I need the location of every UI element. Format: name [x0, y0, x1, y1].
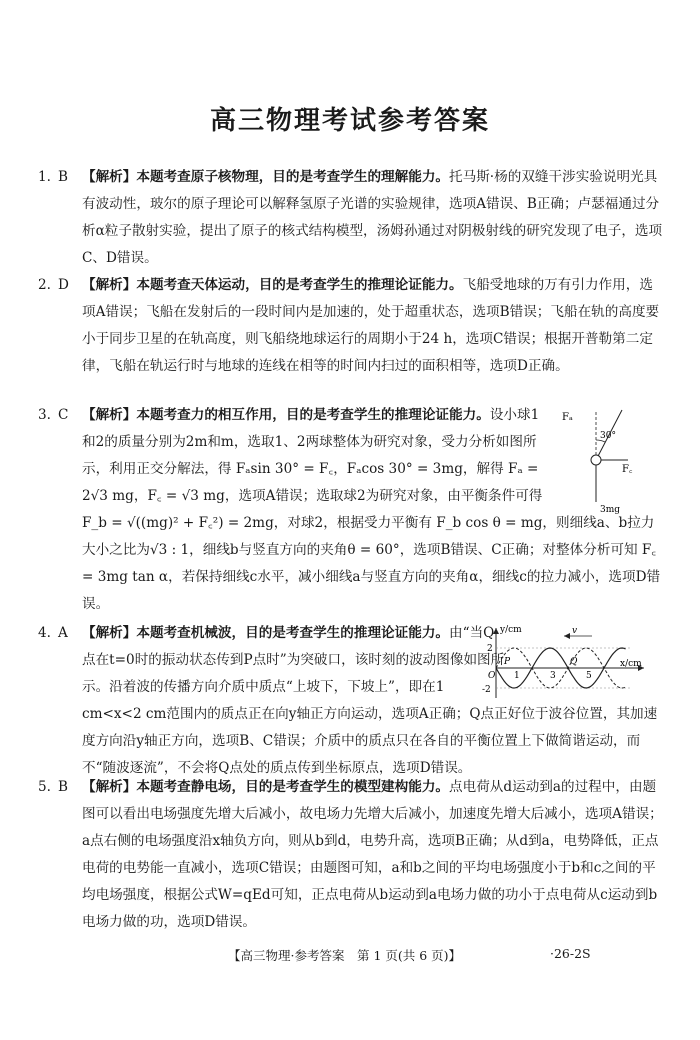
question-answer: B	[58, 779, 68, 795]
question-number: 5.	[38, 779, 51, 795]
label-mg: 3mg	[600, 505, 621, 515]
question-text: 由“当Q点在t=0时的振动状态传到P点时”为突破口，该时刻的波动图像如图所示。沿着波的传播方向介质中质点“上坡下，下坡上”，即在1 cm<x<2 cm范围内的质点正在向y轴正方向运动，选项A正确；Q点正好位于波谷位置，其加速度方向沿y轴正方向，选项B、C错误；介质中的质点只在各自的平衡位置上下做简谐运动，而不“随波逐流”，不会将Q点处的质点传到坐标原点，选项D错误。	[82, 625, 658, 776]
label-x-axis: x/cm	[620, 659, 642, 669]
footer-page-info: 【高三物理·参考答案 第 1 页(共 6 页)】	[228, 948, 462, 963]
label-x5: 5	[586, 671, 592, 681]
wave-diagram	[482, 622, 652, 702]
question-number: 1.	[38, 169, 51, 185]
question-lead: 【解析】本题考查静电场，目的是考查学生的模型建构能力。	[82, 779, 450, 795]
question-text: 点电荷从d运动到a的过程中，由题图可以看出电场强度先增大后减小，故电场力先增大后减小，加速度先增大后减小，选项A错误；a点右侧的电场强度沿x轴负方向，则从b到d，电势升高，选项B正确；从d到a，电势降低，正点电荷的电势能一直减小，选项C错误；由题图可知，a和b之间的平均电场强度小于b和c之间的平均电场强度，根据公式W=qEd可知，正点电荷从b运动到a电场力做的功小于点电荷从c运动到b电场力做的功，选项D错误。	[82, 779, 663, 930]
question-answer: C	[58, 407, 69, 423]
question-answer: D	[58, 277, 69, 293]
label-p: P	[504, 657, 511, 667]
question-lead: 【解析】本题考查原子核物理，目的是考查学生的理解能力。	[82, 169, 450, 185]
force-diagram	[560, 404, 640, 516]
label-y-top: 2	[487, 644, 493, 654]
question-answer: B	[58, 169, 68, 185]
question-number: 3.	[38, 407, 51, 423]
question-number: 4.	[38, 625, 51, 641]
ball	[591, 455, 601, 465]
question-5	[38, 774, 666, 936]
question-text-part-a: 设小球1和2的质量分别为2m和m，选取1、2两球整体为研究对象，受力分析如图所示，利用正交分解法，得 Fₐsin 30° = F꜀，Fₐcos 30° = 3mg，解得 Fₐ = 2√3 mg，F꜀ = √3 mg，选项A错误；选取球2为研究对象，由平衡条件可得	[82, 407, 543, 504]
question-lead: 【解析】本题考查力的相互作用，目的是考查学生的推理论证能力。	[82, 407, 490, 423]
label-x1: 1	[514, 671, 520, 681]
question-2	[38, 272, 666, 380]
footer-code: ·26-2S	[550, 946, 591, 961]
label-x3: 3	[550, 671, 556, 681]
question-text-part-b: F_b = √((mg)² + F꜀²) = 2mg，对球2，根据受力平衡有 F_b cos θ = mg，则细线a、b拉力大小之比为√3 : 1，细线b与竖直方向的夹角θ = 60°，选项B错误、C正确；对整体分析可知 F꜀ = 3mg tan α，若保持细线c水平，减小细线a与竖直方向的夹角α，细线c的拉力减小，选项D错误。	[82, 515, 661, 612]
label-fa: Fₐ	[562, 412, 573, 423]
velocity-arrow	[564, 633, 570, 639]
question-lead: 【解析】本题考查机械波，目的是考查学生的推理论证能力。	[82, 625, 450, 641]
question-text: 托马斯·杨的双缝干涉实验说明光具有波动性，玻尔的原子理论可以解释氢原子光谱的实验规律，选项A错误、B正确；卢瑟福通过分析α粒子散射实验，提出了原子的核式结构模型，汤姆孙通过对阴极射线的研究发现了电子，选项C、D错误。	[82, 169, 663, 266]
label-q: Q	[570, 657, 578, 667]
label-angle: 30°	[600, 431, 616, 441]
label-v: v	[572, 626, 578, 636]
question-number: 2.	[38, 277, 51, 293]
question-answer: A	[58, 625, 68, 641]
label-fc: F꜀	[622, 464, 633, 475]
question-text: 飞船受地球的万有引力作用，选项A错误；飞船在发射后的一段时间内是加速的，处于超重状态，选项B错误；飞船在轨的高度要小于同步卫星的在轨高度，则飞船绕地球运行的周期小于24 h，选项C错误；根据开普勒第二定律，飞船在轨运行时与地球的连线在相等的时间内扫过的面积相等，选项D正确。	[82, 277, 660, 374]
question-1	[38, 164, 666, 272]
question-lead: 【解析】本题考查天体运动，目的是考查学生的推理论证能力。	[82, 277, 463, 293]
y-axis-arrow	[493, 628, 499, 634]
label-y-axis: y/cm	[500, 625, 522, 635]
label-origin: O	[488, 671, 496, 681]
label-y-bottom: -2	[482, 685, 491, 695]
page-title: 高三物理考试参考答案	[209, 106, 490, 136]
